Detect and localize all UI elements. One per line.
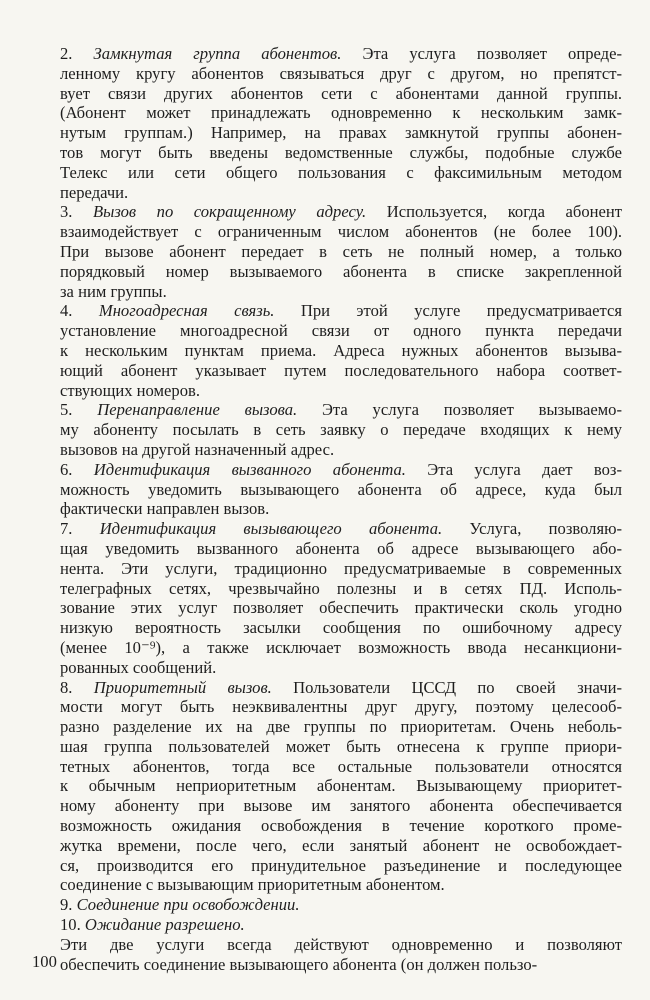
text-line — [32, 499, 622, 519]
line-text: жутка времени, после чего, если занятый абонент не освобождает- — [60, 835, 622, 855]
line-text: низкую вероятность засылки сообщения по ошибочному адресу — [60, 618, 622, 638]
paragraph — [32, 44, 622, 202]
item-number: 4. — [60, 301, 99, 321]
text-line — [32, 242, 622, 262]
line-text: ному абоненту при вызове им занятого абонента обеспечивается — [60, 796, 622, 816]
line-text: му абоненту посылать в сеть заявку о передаче входящих к нему — [60, 420, 622, 440]
text-line — [32, 658, 622, 678]
line-text: (менее 10⁻⁹), а также исключает возможность ввода несанкциони- — [60, 637, 622, 657]
page-number: 100 — [32, 952, 57, 971]
text-line — [32, 559, 622, 579]
line-text: вызовов на другой назначенный адрес. — [60, 439, 335, 459]
item-number: 6. — [60, 459, 94, 479]
line-text: обеспечить соединение вызывающего абонента (он должен пользо- — [60, 954, 538, 974]
line-text: телеграфных сетях, чрезвычайно полезны и в сетях ПД. Исполь- — [60, 578, 622, 598]
line-text: Телекс или сети общего пользования с факсимильным методом — [60, 162, 622, 182]
line-text: Эта услуга позволяет опреде- — [341, 44, 623, 63]
line-text: Используется, когда абонент — [366, 202, 623, 222]
text-line — [32, 519, 622, 539]
paragraph — [32, 895, 622, 915]
text-line — [32, 321, 622, 341]
line-text: возможность ожидания освобождения в течение короткого проме- — [60, 816, 622, 836]
text-line — [32, 579, 622, 599]
text-line — [32, 757, 622, 777]
text-line — [32, 856, 622, 876]
text-line — [32, 222, 622, 242]
text-line — [32, 381, 622, 401]
line-text: Эта услуга дает воз- — [405, 459, 622, 479]
paragraph — [32, 915, 622, 935]
item-number: 3. — [60, 202, 93, 222]
line-text: При этой услуге предусматривается — [274, 301, 622, 321]
line-text: фактически направлен вызов. — [60, 499, 270, 519]
text-line — [32, 638, 622, 658]
line-text: Эта услуга позволяет вызываемо- — [297, 400, 623, 420]
text-line — [32, 776, 622, 796]
line-text: вует связи других абонентов сети с абонентами данной группы. — [60, 83, 622, 103]
text-line — [32, 697, 622, 717]
line-text: тетных абонентов, тогда все остальные пользователи относятся — [60, 756, 622, 776]
paragraph — [32, 519, 622, 677]
text-line — [32, 678, 622, 698]
item-number: 10. — [60, 915, 85, 935]
text-line — [32, 183, 622, 203]
text-line — [32, 420, 622, 440]
text-line — [32, 915, 622, 935]
text-line — [32, 598, 622, 618]
text-line — [32, 440, 622, 460]
paragraph — [32, 202, 622, 301]
body-text — [32, 44, 622, 974]
line-text: соединение с вызывающим приоритетным абонентом. — [60, 875, 445, 895]
paragraph — [32, 460, 622, 519]
service-title: Замкнутая группа абонентов. — [93, 44, 342, 63]
text-line — [32, 282, 622, 302]
line-text: ствующих номеров. — [60, 380, 200, 400]
service-title: Идентификация вызывающего абонента. — [99, 519, 443, 539]
line-text: Пользователи ЦССД по своей значи- — [271, 677, 622, 697]
service-title: Вызов по сокращенному адресу. — [93, 202, 367, 222]
line-text: (Абонент может принадлежать одновременно к нескольким замк- — [60, 103, 622, 123]
line-text: за ним группы. — [60, 281, 167, 301]
text-line — [32, 341, 622, 361]
item-number: 7. — [60, 519, 100, 539]
line-text: передачи. — [60, 182, 129, 202]
line-text: При вызове абонент передает в сеть не полный номер, а только — [60, 241, 622, 261]
line-text: установление многоадресной связи от одного пункта передачи — [60, 321, 622, 341]
text-line — [32, 895, 622, 915]
text-line — [32, 64, 622, 84]
text-line — [32, 836, 622, 856]
service-title: Приоритетный вызов. — [93, 677, 272, 697]
text-line — [32, 539, 622, 559]
text-line — [32, 143, 622, 163]
line-text: шая группа пользователей может быть отнесена к группе приори- — [60, 736, 622, 756]
text-line — [32, 618, 622, 638]
text-line — [32, 163, 622, 183]
text-line — [32, 361, 622, 381]
item-number: 5. — [60, 400, 98, 420]
service-title: Перенаправление вызова. — [97, 400, 298, 420]
line-text: ющий абонент указывает путем последовательного набора соответ- — [60, 360, 622, 380]
text-line — [32, 460, 622, 480]
line-text: разно разделение их на две группы по приоритетам. Очень неболь- — [60, 717, 622, 737]
line-text: Услуга, позволяю- — [442, 519, 623, 539]
line-text: мости могут быть неэквивалентны друг другу, поэтому целесооб- — [60, 697, 622, 717]
text-line — [32, 123, 622, 143]
text-line — [32, 717, 622, 737]
text-line — [32, 875, 622, 895]
paragraph — [32, 400, 622, 459]
text-line — [32, 400, 622, 420]
item-number: 2. — [60, 44, 94, 63]
service-title: Идентификация вызванного абонента. — [93, 459, 406, 479]
item-number: 9. — [60, 895, 77, 915]
line-text: взаимодействует с ограниченным числом абонентов (не более 100). — [60, 222, 622, 242]
service-title: Соединение при освобождении. — [76, 895, 300, 915]
line-text: тов могут быть введены ведомственные службы, подобные службе — [60, 142, 622, 162]
paragraph — [32, 301, 622, 400]
text-line — [32, 262, 622, 282]
line-text: к нескольким пунктам приема. Адреса нужных абонентов вызыва- — [60, 340, 622, 360]
paragraph — [32, 678, 622, 896]
line-text: рованных сообщений. — [60, 657, 217, 677]
text-line — [32, 301, 622, 321]
text-line — [32, 796, 622, 816]
text-line — [32, 480, 622, 500]
line-text: ся, производится его принудительное разъединение и последующее — [60, 855, 622, 875]
text-line — [32, 955, 622, 975]
text-line — [32, 84, 622, 104]
item-number: 8. — [60, 677, 94, 697]
text-line — [32, 935, 622, 955]
paragraph — [32, 935, 622, 975]
service-title: Многоадресная связь. — [98, 301, 275, 321]
text-line — [32, 737, 622, 757]
service-title: Ожидание разрешено. — [84, 915, 245, 935]
text-line — [32, 44, 622, 64]
line-text: можность уведомить вызывающего абонента об адресе, куда был — [60, 479, 622, 499]
text-line — [32, 103, 622, 123]
line-text: порядковый номер вызываемого абонента в списке закрепленной — [60, 261, 622, 281]
text-line — [32, 202, 622, 222]
line-text: нента. Эти услуги, традиционно предусматриваемые в современных — [60, 558, 622, 578]
line-text: нутым группам.) Например, на правах замкнутой группы абонен- — [60, 123, 622, 143]
line-text: к обычным неприоритетным абонентам. Вызывающему приоритет- — [60, 776, 622, 796]
line-text: ленному кругу абонентов связываться друг с другом, но препятст- — [60, 63, 622, 83]
line-text: зование этих услуг позволяет обеспечить практически сколь угодно — [60, 598, 622, 618]
text-line — [32, 816, 622, 836]
line-text: Эти две услуги всегда действуют одновременно и позволяют — [60, 934, 622, 954]
line-text: щая уведомить вызванного абонента об адресе вызывающего або- — [60, 538, 622, 558]
